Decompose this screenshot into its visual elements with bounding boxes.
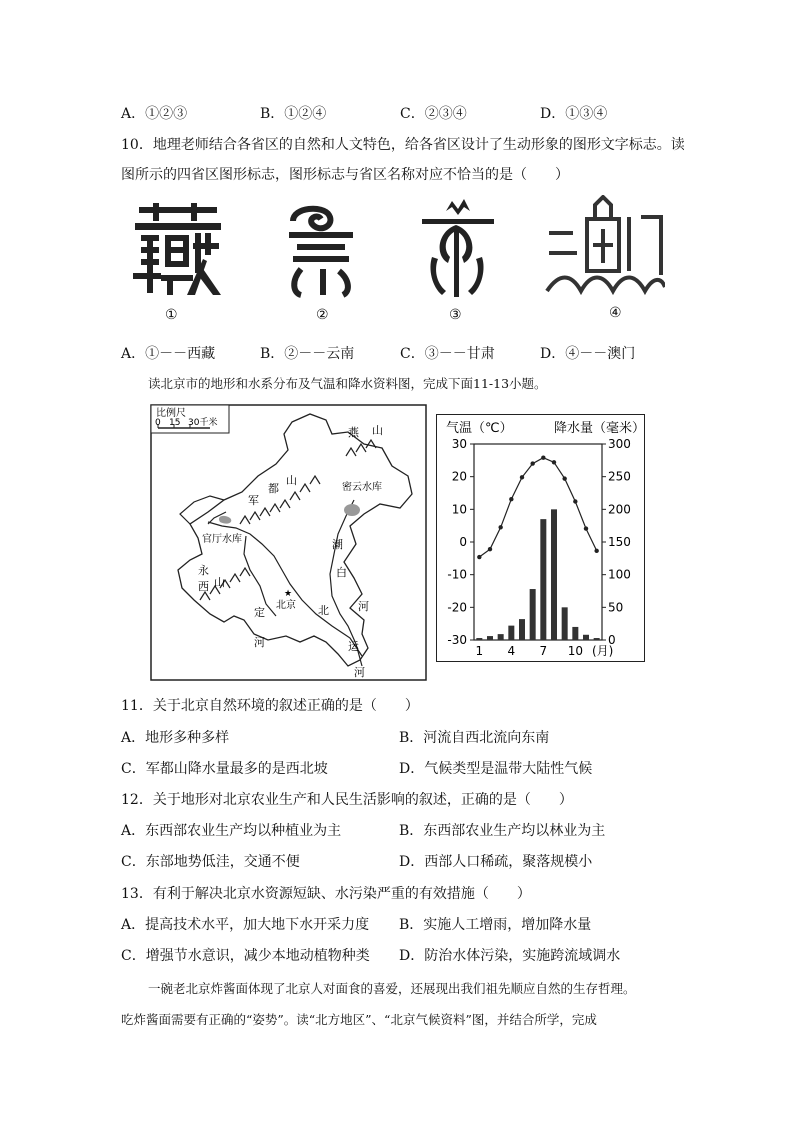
x-unit-label: (月) <box>592 644 614 658</box>
logo-label-1: ① <box>165 307 178 323</box>
q12-stem: 12．关于地形对北京农业生产和人民生活影响的叙述，正确的是（ ） <box>121 792 573 808</box>
label-shan-yan: 山 <box>372 424 383 437</box>
temp-point <box>562 476 566 480</box>
precip-bar <box>572 627 578 640</box>
temp-point <box>594 549 598 553</box>
label-he-chaobai: 河 <box>358 600 369 613</box>
left-tick-label: -30 <box>447 633 467 647</box>
precip-bar <box>508 626 514 640</box>
precip-bar <box>594 638 600 640</box>
gansu-logo-image <box>420 197 495 302</box>
q11-option-a: A．地形多种多样 <box>121 730 230 746</box>
left-tick-label: 20 <box>451 469 467 484</box>
scale-title: 比例尺 <box>156 408 186 419</box>
label-bei: 北 <box>318 604 329 617</box>
right-tick-label: 100 <box>608 567 631 582</box>
label-chao: 潮 <box>332 538 343 551</box>
q12-option-a: A．东西部农业生产均以种植业为主 <box>121 823 342 839</box>
temp-point <box>552 460 556 464</box>
temp-point <box>584 526 588 530</box>
q13-option-a: A．提高技术水平，加大地下水开采力度 <box>121 917 370 933</box>
label-yan: 燕 <box>348 426 359 439</box>
beijing-map <box>150 404 427 681</box>
q13-stem: 13．有利于解决北京水资源短缺、水污染严重的有效措施（ ） <box>121 886 531 902</box>
q10-option-a: A．①－－西藏 <box>121 346 216 362</box>
scale-tick-0: 0 <box>155 418 161 428</box>
right-axis-label: 降水量（毫米） <box>554 421 645 436</box>
q10-option-c: C．③－－甘肃 <box>400 346 495 362</box>
left-axis-label: 气温（℃） <box>446 421 513 436</box>
q11-stem: 11．关于北京自然环境的叙述正确的是（ ） <box>121 698 419 714</box>
precip-bar <box>540 519 546 640</box>
final-paragraph-line2: 吃炸酱面需要有正确的“姿势”。读“北方地区”、“北京气候资料”图，并结合所学，完成 <box>121 1012 597 1027</box>
q12-option-d: D．西部人口稀疏，聚落规模小 <box>399 854 593 870</box>
right-tick-label: 250 <box>608 469 631 484</box>
label-ding: 定 <box>254 606 265 619</box>
temp-point <box>509 497 513 501</box>
label-guanting-reservoir: 官厅水库 <box>202 534 242 545</box>
yunnan-logo-image <box>283 203 358 298</box>
precip-bar <box>583 635 589 640</box>
q10-stem-line1: 10．地理老师结合各省区的自然和人文特色，给各省区设计了生动形象的图形文字标志。读 <box>121 137 685 153</box>
star-icon: ★ <box>284 589 293 599</box>
temp-point <box>498 525 502 529</box>
label-xi: 西 <box>198 580 209 593</box>
q13-option-b: B．实施人工增雨，增加降水量 <box>399 917 592 933</box>
temp-point <box>530 461 534 465</box>
temp-point <box>488 547 492 551</box>
left-tick-label: 0 <box>459 535 467 549</box>
label-yong: 永 <box>198 564 209 577</box>
temp-point <box>477 555 481 559</box>
label-miyun-reservoir: 密云水库 <box>342 482 382 493</box>
q12-option-c: C．东部地势低洼，交通不便 <box>121 854 300 870</box>
macau-logo-image <box>545 195 665 300</box>
right-tick-label: 0 <box>608 633 616 647</box>
x-tick-label: 10 <box>567 644 583 658</box>
label-he-beiyun: 河 <box>354 666 365 679</box>
right-tick-label: 300 <box>608 437 631 451</box>
logo-label-2: ② <box>316 307 329 323</box>
precip-bar <box>487 636 493 640</box>
final-paragraph-line1: 一碗老北京炸酱面体现了北京人对面食的喜爱，还展现出我们祖先顺应自然的生存哲理。 <box>148 981 636 996</box>
label-yun: 运 <box>348 640 359 653</box>
temp-point <box>573 499 577 503</box>
tibet-logo-image <box>133 203 223 298</box>
label-shan-jundu: 山 <box>286 474 297 487</box>
left-tick-label: -10 <box>447 567 467 582</box>
q10-option-b: B．②－－云南 <box>260 346 355 362</box>
precip-bar <box>551 509 557 640</box>
x-tick-label: 7 <box>539 644 548 658</box>
precip-bar <box>498 634 504 640</box>
label-beijing: 北京 <box>276 600 296 611</box>
temp-point <box>520 475 524 479</box>
x-tick-label: 4 <box>507 644 516 658</box>
q12-option-b: B．东西部农业生产均以林业为主 <box>399 823 606 839</box>
scale-tick-15: 15 <box>169 418 181 428</box>
q10-stem-line2: 图所示的四省区图形标志，图形标志与省区名称对应不恰当的是（ ） <box>121 167 569 183</box>
scale-tick-30: 30千米 <box>188 418 218 428</box>
logo-label-3: ③ <box>449 307 462 323</box>
q9-option-c: C．②③④ <box>400 106 467 122</box>
right-tick-label: 150 <box>608 535 631 549</box>
label-bai: 白 <box>336 566 347 579</box>
precip-bar <box>476 638 482 640</box>
temp-point <box>541 456 545 460</box>
label-du: 都 <box>268 482 279 495</box>
q11-option-c: C．军都山降水量最多的是西北坡 <box>121 761 328 777</box>
q9-option-b: B．①②④ <box>260 106 327 122</box>
label-jun: 军 <box>248 494 259 507</box>
q10-option-d: D．④－－澳门 <box>540 346 636 362</box>
precip-bar <box>562 607 568 640</box>
label-he-yongding: 河 <box>254 636 265 649</box>
q13-option-d: D．防治水体污染，实施跨流域调水 <box>399 948 621 964</box>
x-tick-label: 1 <box>475 644 484 658</box>
right-tick-label: 50 <box>608 600 624 615</box>
intro-11-13: 读北京市的地形和水系分布及气温和降水资料图，完成下面11-13小题。 <box>148 376 547 391</box>
left-tick-label: 30 <box>451 437 467 451</box>
precip-bar <box>530 589 536 640</box>
right-tick-label: 200 <box>608 502 631 517</box>
q11-option-b: B．河流自西北流向东南 <box>399 730 550 746</box>
q11-option-d: D．气候类型是温带大陆性气候 <box>399 761 593 777</box>
label-shan-xi: 山 <box>214 576 225 589</box>
q13-option-c: C．增强节水意识，减少本地动植物种类 <box>121 948 370 964</box>
beijing-climate-chart <box>436 414 645 662</box>
left-tick-label: -20 <box>447 600 467 615</box>
logo-label-4: ④ <box>609 305 622 321</box>
q9-option-a: A．①②③ <box>121 106 188 122</box>
left-tick-label: 10 <box>451 502 467 517</box>
q9-option-d: D．①③④ <box>540 106 608 122</box>
precip-bar <box>519 619 525 640</box>
